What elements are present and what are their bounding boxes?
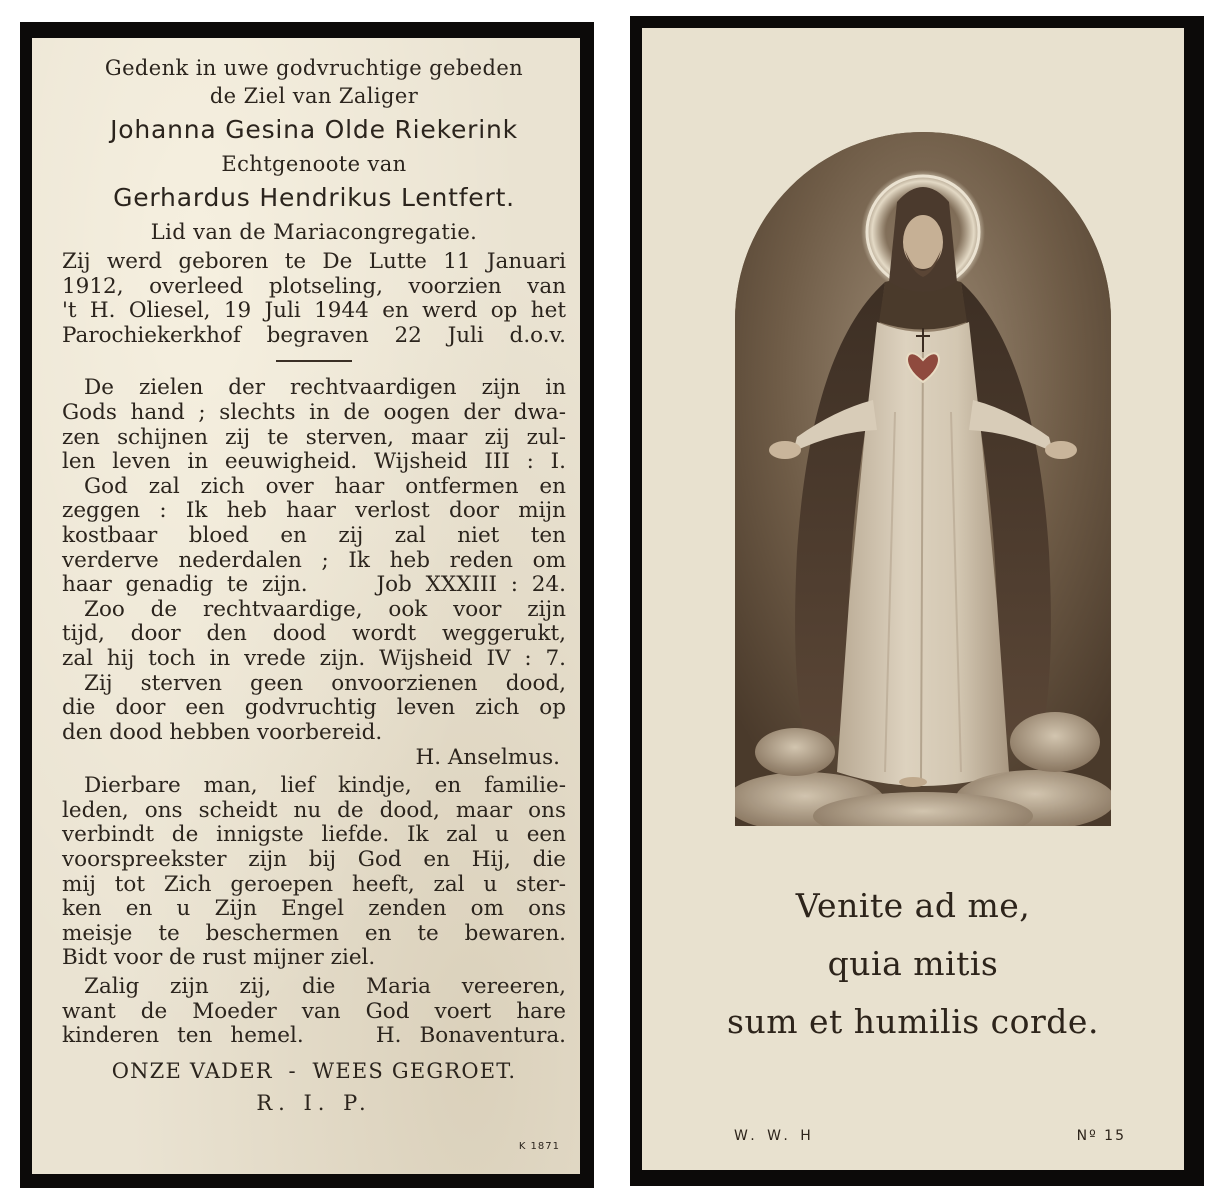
- farewell-line: leden, ons scheidt nu de dood, maar ons: [62, 797, 566, 823]
- farewell-line: Dierbare man, lief kindje, en familie-: [84, 773, 566, 799]
- quote-line: zen schijnen zij te sterven, maar zij zul-: [62, 424, 566, 450]
- print-code: K 1871: [518, 1141, 560, 1152]
- sacred-heart-image: [735, 132, 1111, 826]
- bio-line: Zij werd geboren te De Lutte 11 Januari: [62, 249, 566, 274]
- quote-line: God zal zich over haar ontfermen en: [84, 473, 566, 499]
- quote-line: zeggen : Ik heb haar verlost door mijn: [62, 498, 566, 524]
- quote-line: verderve nederdalen ; Ik heb reden om: [62, 547, 566, 573]
- latin-verse-line-3: sum et humilis corde.: [727, 1002, 1099, 1041]
- spouse-name: Gerhardus Hendrikus Lentfert.: [113, 183, 515, 212]
- bio-line: 't H. Oliesel, 19 Juli 1944 en werd op het: [62, 298, 566, 324]
- quote-source: H. Anselmus.: [415, 745, 560, 771]
- quote-line: Zij sterven geen onvoorzienen dood,: [84, 670, 566, 696]
- membership: Lid van de Mariacongregatie.: [150, 220, 478, 244]
- quote-wijsheid-3: [62, 376, 566, 474]
- quote-line: den dood hebben voorbereid.: [62, 719, 383, 745]
- sacred-heart-illustration: [735, 132, 1111, 826]
- divider: [276, 360, 352, 362]
- quote-line: De zielen der rechtvaardigen zijn in: [84, 375, 566, 401]
- memorial-card-image-side: [630, 16, 1204, 1186]
- header-line-1: Gedenk in uwe godvruchtige gebeden: [104, 56, 524, 80]
- quote-anselmus: [62, 672, 566, 771]
- quote-line: kinderen ten hemel. H. Bonaventura.: [62, 1023, 566, 1049]
- closing-prayer: ONZE VADER - WEES GEGROET.: [111, 1058, 517, 1083]
- publisher-mark: W. W. H: [734, 1128, 815, 1144]
- quote-bonaventura: [62, 975, 566, 1049]
- card-paper-right: [642, 28, 1184, 1170]
- memorial-card-text-side: [20, 22, 594, 1188]
- quote-line: Zoo de rechtvaardige, ook voor zijn: [84, 596, 566, 622]
- quote-line: tijd, door den dood wordt weggerukt,: [62, 621, 566, 647]
- quote-line: want de Moeder van God voert hare: [62, 998, 566, 1024]
- spouse-prefix: Echtgenoote van: [221, 152, 407, 176]
- header-line-2: de Ziel van Zaliger: [209, 84, 419, 108]
- latin-verse-line-1: Venite ad me,: [795, 886, 1031, 925]
- farewell-line: meisje te beschermen en te bewaren.: [62, 920, 566, 946]
- quote-wijsheid-4: [62, 598, 566, 672]
- biography: [62, 250, 566, 348]
- rip: R. I. P.: [256, 1090, 372, 1115]
- card-paper-left: [32, 38, 580, 1174]
- quote-line: die door een godvruchtig leven zich op: [62, 695, 566, 721]
- quote-line: len leven in eeuwigheid. Wijsheid III : I.: [62, 449, 566, 475]
- quote-line: kostbaar bloed en zij zal niet ten: [62, 522, 566, 548]
- quote-line: zal hij toch in vrede zijn. Wijsheid IV : 7.: [62, 645, 566, 671]
- quote-job: [62, 475, 566, 598]
- latin-verse-line-2: quia mitis: [827, 944, 999, 983]
- farewell-line: verbindt de innigste liefde. Ik zal u een: [62, 822, 566, 848]
- farewell-line: mij tot Zich geroepen heeft, zal u ster-: [62, 871, 566, 897]
- bio-line: 1912, overleed plotseling, voorzien van: [62, 273, 566, 299]
- farewell-line: ken en u Zijn Engel zenden om ons: [62, 896, 566, 922]
- quote-line: haar genadig te zijn. Job XXXIII : 24.: [62, 572, 566, 598]
- deceased-name: Johanna Gesina Olde Riekerink: [110, 115, 518, 144]
- quote-line: Gods hand ; slechts in de oogen der dwa-: [62, 399, 566, 425]
- farewell-line: Bidt voor de rust mijner ziel.: [62, 945, 376, 971]
- farewell-message: [62, 774, 566, 971]
- quote-line: Zalig zijn zij, die Maria vereeren,: [84, 974, 566, 1000]
- bio-line: Parochiekerkhof begraven 22 Juli d.o.v.: [62, 322, 566, 348]
- card-number: Nº 15: [1076, 1128, 1126, 1144]
- farewell-line: voorspreekster zijn bij God en Hij, die: [62, 847, 566, 873]
